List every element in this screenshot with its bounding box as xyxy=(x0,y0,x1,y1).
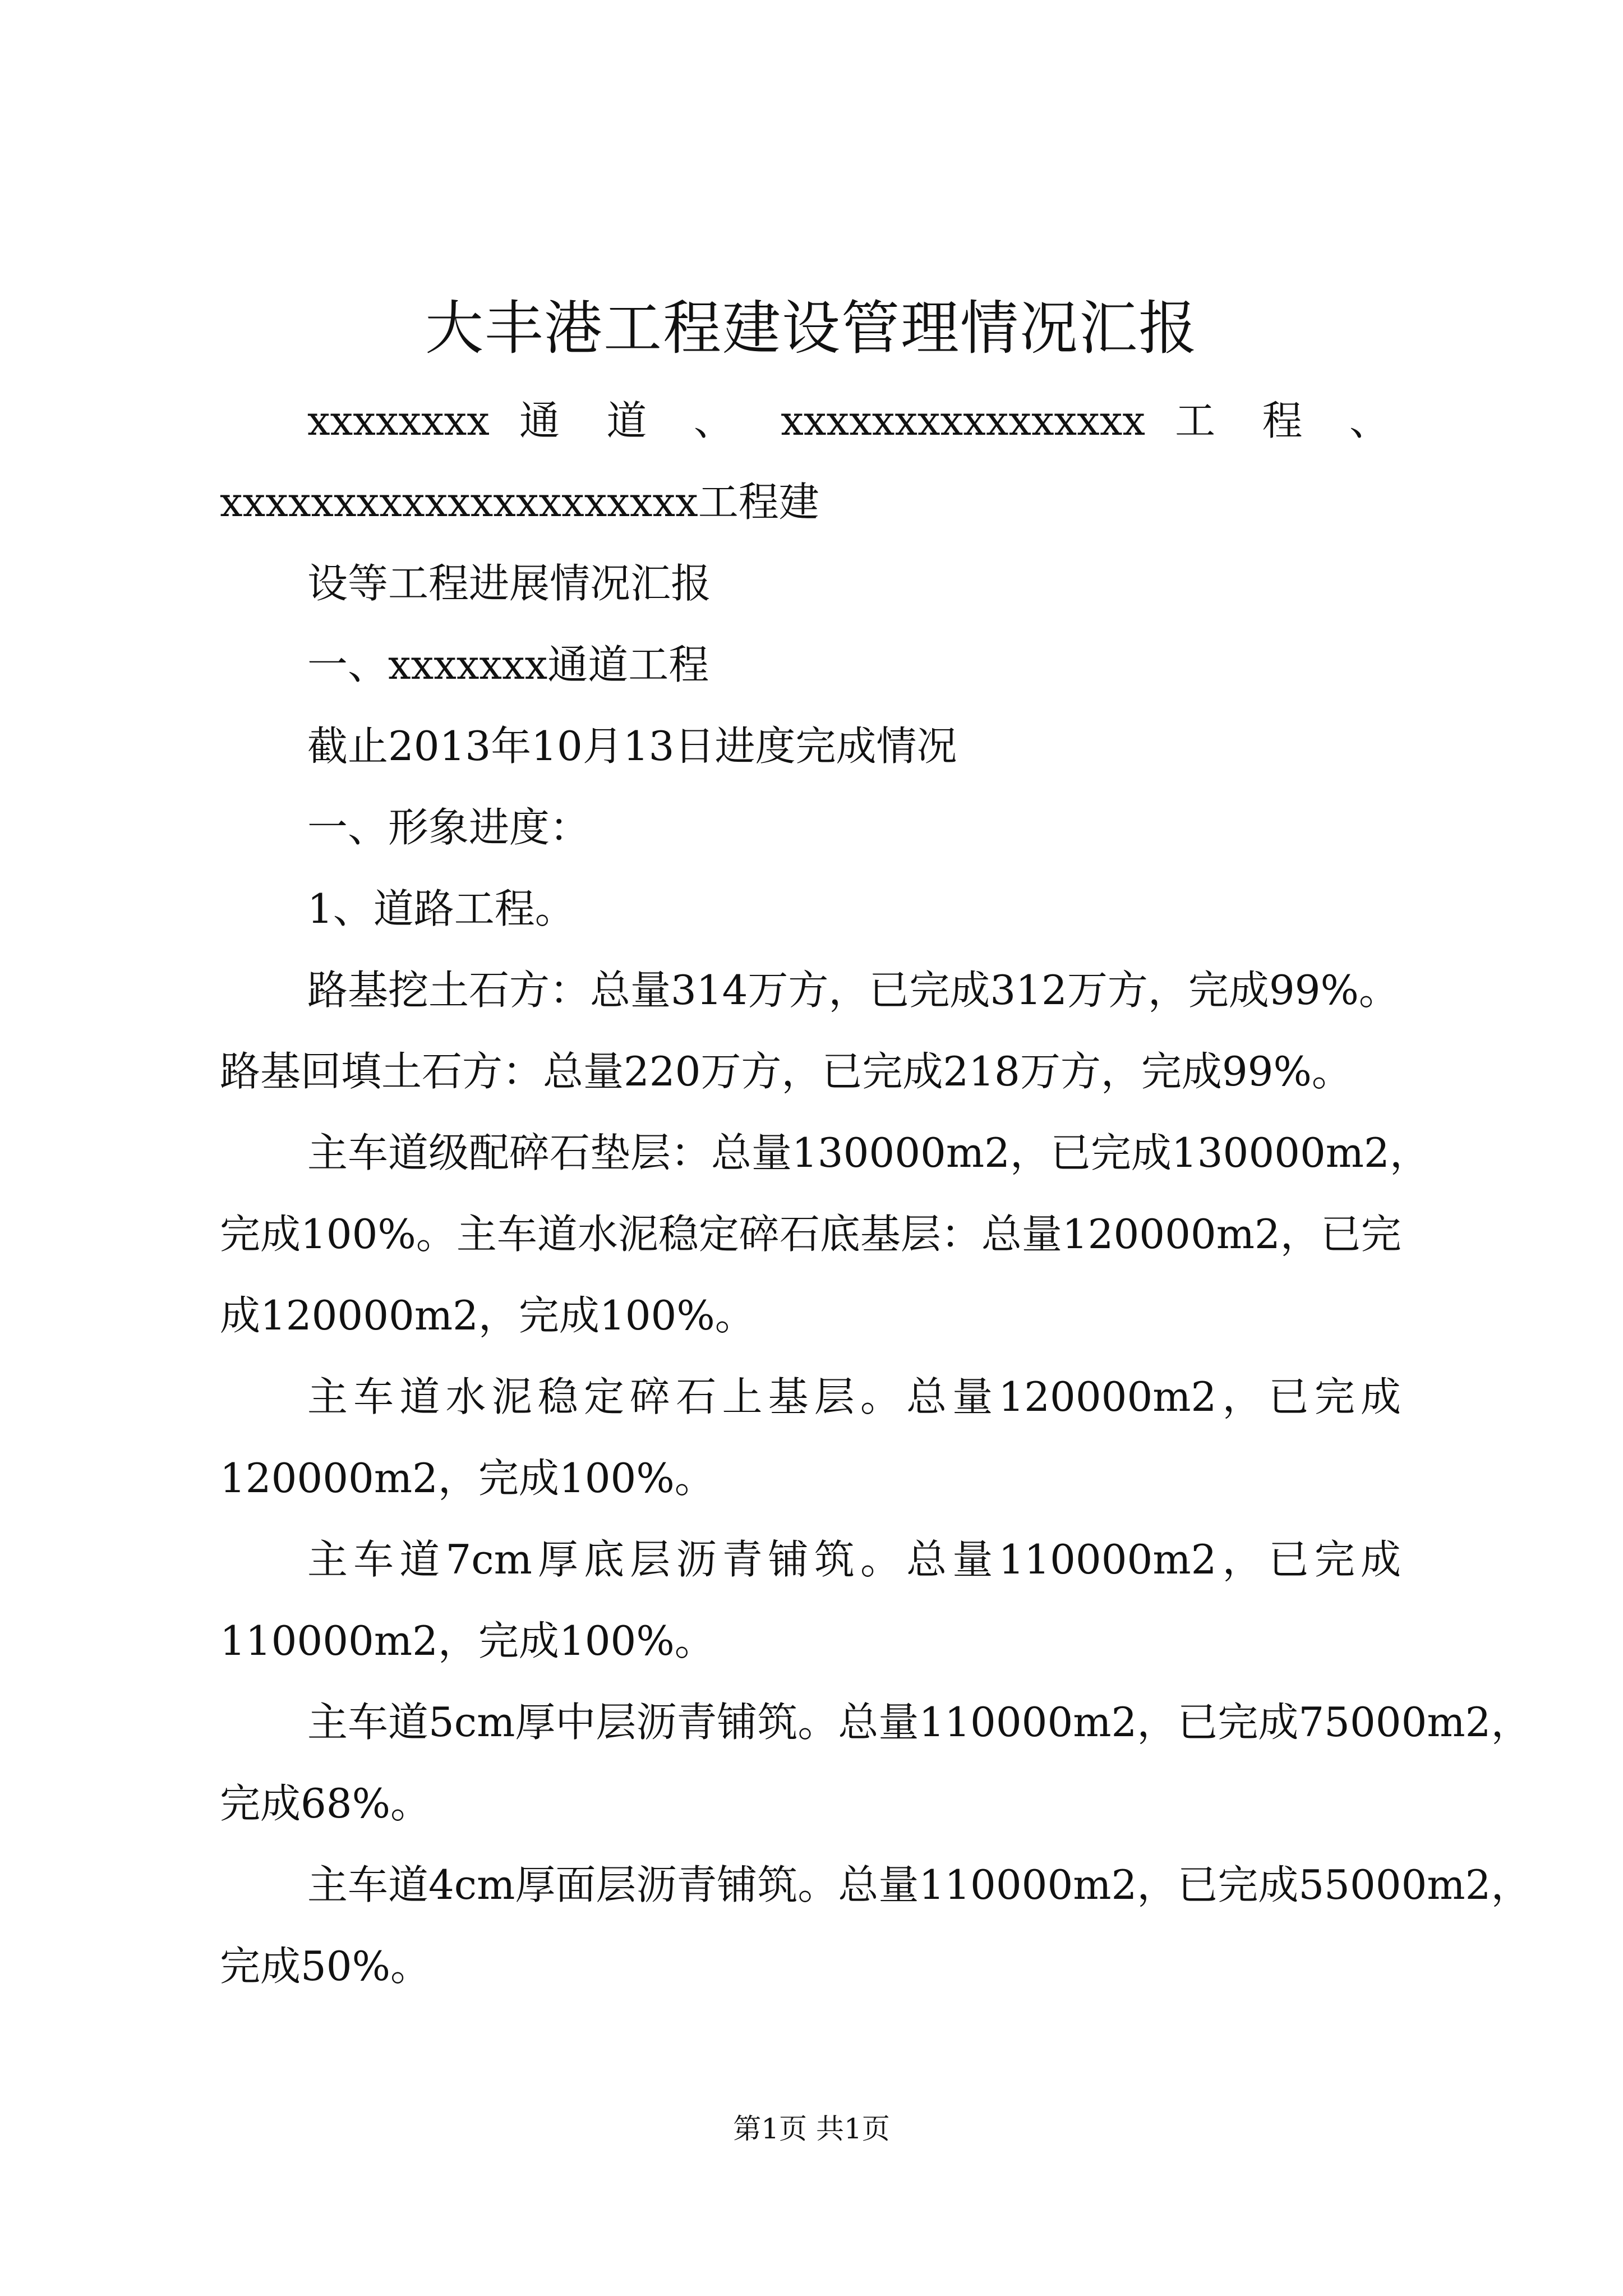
paragraph-line: 完成100%。主车道水泥稳定碎石底基层：总量120000m2，已完 xyxy=(220,1211,1401,1258)
paragraph-line: xxxxxxxx 通 道 、 xxxxxxxxxxxxxxxx 工 程 、 xyxy=(307,397,1390,444)
paragraph-line: xxxxxxxxxxxxxxxxxxxxx工程建 xyxy=(220,478,819,526)
paragraph-line: 主车道7cm厚底层沥青铺筑。总量110000m2，已完成 xyxy=(307,1536,1401,1583)
paragraph-line: 完成68%。 xyxy=(220,1780,431,1827)
paragraph-line: 路基挖土石方：总量314万方，已完成312万方，完成99%。 xyxy=(307,967,1399,1014)
paragraph-line: 110000m2，完成100%。 xyxy=(220,1617,715,1664)
section-heading: 一、xxxxxxx通道工程 xyxy=(307,641,709,688)
paragraph-line: 120000m2，完成100%。 xyxy=(220,1455,715,1502)
subsection-heading: 1、道路工程。 xyxy=(307,885,575,932)
section-heading: 一、形象进度： xyxy=(307,804,591,851)
paragraph-line: 主车道5cm厚中层沥青铺筑。总量110000m2，已完成75000m2， xyxy=(307,1699,1532,1746)
paragraph-line: 路基回填土石方：总量220万方，已完成218万方，完成99%。 xyxy=(220,1048,1352,1095)
page-number-footer: 第1页 共1页 xyxy=(733,2113,890,2145)
paragraph-line: 成120000m2，完成100%。 xyxy=(220,1292,755,1339)
paragraph-line: 主车道级配碎石垫层：总量130000m2，已完成130000m2， xyxy=(307,1129,1430,1176)
paragraph-line: 主车道4cm厚面层沥青铺筑。总量110000m2，已完成55000m2， xyxy=(307,1861,1532,1908)
paragraph-line: 主车道水泥稳定碎石上基层。总量120000m2，已完成 xyxy=(307,1373,1401,1420)
paragraph-line: 完成50%。 xyxy=(220,1943,431,1990)
paragraph-line: 设等工程进展情况汇报 xyxy=(307,560,712,607)
paragraph-line: 截止2013年10月13日进度完成情况 xyxy=(307,723,957,770)
document-title: 大丰港工程建设管理情况汇报 xyxy=(425,294,1198,362)
